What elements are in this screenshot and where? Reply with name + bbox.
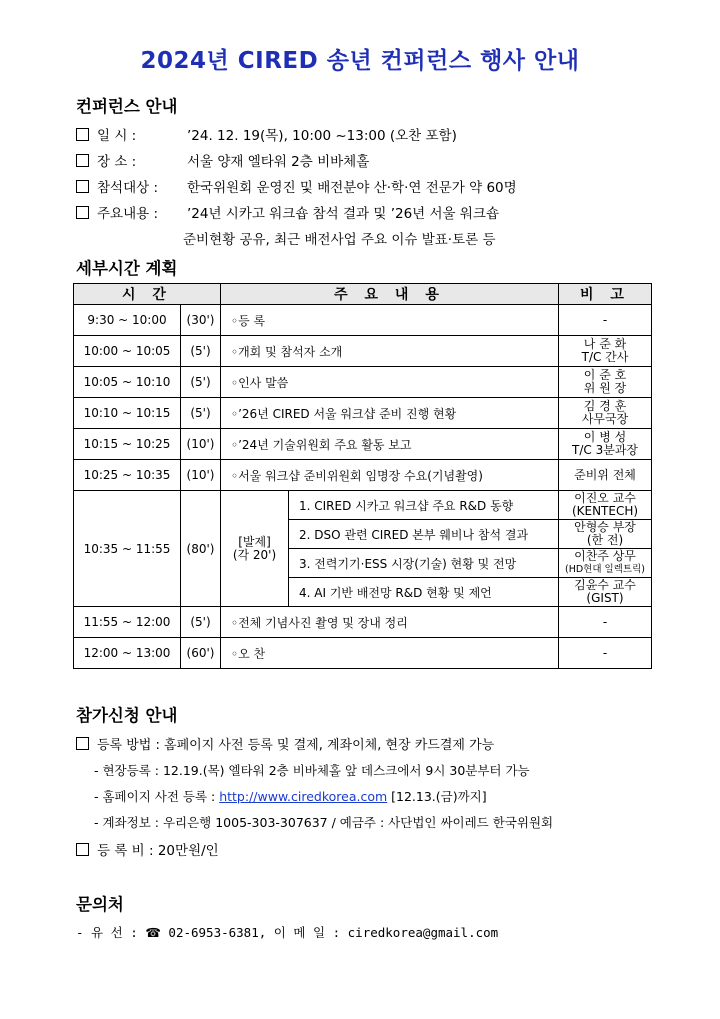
conference-item-venue: 장 소 : 서울 양재 엘타워 2층 비바체홀	[76, 150, 369, 170]
checkbox-square-icon	[76, 154, 89, 167]
registration-fee: 등 록 비 : 20만원/인	[76, 839, 219, 859]
checkbox-square-icon	[76, 843, 89, 856]
table-row-presentation	[74, 491, 652, 520]
checkbox-square-icon	[76, 180, 89, 193]
presentation-time: 10:35 ~ 11:55	[74, 491, 181, 607]
row-time: 11:55 ~ 12:00	[74, 607, 181, 638]
row-time: 10:10 ~ 10:15	[74, 398, 181, 429]
presentation-item: 4. AI 기반 배전망 R&D 현황 및 제언	[289, 578, 559, 607]
presentation-duration: (80')	[181, 491, 221, 607]
checkbox-square-icon	[76, 737, 89, 750]
header-time: 시 간	[74, 284, 221, 305]
presentation-note: 김윤수 교수 (GIST)	[559, 578, 652, 607]
row-time: 10:05 ~ 10:10	[74, 367, 181, 398]
row-duration: (10')	[181, 460, 221, 491]
row-note: -	[559, 305, 652, 336]
ciredkorea-link[interactable]: http://www.ciredkorea.com	[219, 789, 388, 804]
row-time: 9:30 ~ 10:00	[74, 305, 181, 336]
row-duration: (30')	[181, 305, 221, 336]
row-time: 10:25 ~ 10:35	[74, 460, 181, 491]
presentation-note: 이찬주 상무 (HD현대 일렉트릭)	[559, 549, 652, 578]
row-duration: (60')	[181, 638, 221, 669]
conference-item-content-continued: 준비현황 공유, 최근 배전사업 주요 이슈 발표·토론 등	[183, 232, 496, 248]
registration-method: 등록 방법 : 홈페이지 사전 등록 및 결제, 계좌이체, 현장 카드결제 가능	[76, 734, 494, 753]
registration-onsite: - 현장등록 : 12.19.(목) 엘타워 2층 비바체홀 앞 데스크에서 9시 30분부터 가능	[94, 763, 530, 778]
row-content: ◦인사 말씀	[221, 367, 559, 398]
row-note: 나 준 화 T/C 간사	[559, 336, 652, 367]
conference-item-date: 일 시 : ’24. 12. 19(목), 10:00 ~13:00 (오찬 포함)	[76, 124, 457, 144]
row-note: 이 병 성 T/C 3분과장	[559, 429, 652, 460]
table-header-row	[74, 284, 652, 305]
row-time: 10:00 ~ 10:05	[74, 336, 181, 367]
row-note: 준비위 전체	[559, 460, 652, 491]
row-content: ◦개회 및 참석자 소개	[221, 336, 559, 367]
contact-line: - 유 선 : ☎ 02-6953-6381, 이 메 일 : ciredkorea@gmail.com	[76, 925, 499, 940]
row-content: ◦등 록	[221, 305, 559, 336]
row-content: ◦서울 워크샵 준비위원회 임명장 수요(기념촬영)	[221, 460, 559, 491]
table-row	[74, 398, 652, 429]
contact-phone: 02-6953-6381,	[168, 925, 267, 940]
table-row	[74, 607, 652, 638]
table-row	[74, 638, 652, 669]
table-row	[74, 460, 652, 491]
schedule-heading: 세부시간 계획	[76, 259, 178, 278]
presentation-item: 3. 전력기기·ESS 시장(기술) 현황 및 전망	[289, 549, 559, 578]
table-row	[74, 429, 652, 460]
presentation-note: 이진오 교수 (KENTECH)	[559, 491, 652, 520]
conference-item-attendees: 참석대상 : 한국위원회 운영진 및 배전분야 산·학·연 전문가 약 60명	[76, 176, 517, 196]
row-duration: (10')	[181, 429, 221, 460]
row-time: 10:15 ~ 10:25	[74, 429, 181, 460]
presentation-item: 1. CIRED 시카고 워크샵 주요 R&D 동향	[289, 491, 559, 520]
row-duration: (5')	[181, 607, 221, 638]
row-duration: (5')	[181, 336, 221, 367]
row-note: -	[559, 607, 652, 638]
contact-heading: 문의처	[76, 895, 124, 914]
registration-account: - 계좌정보 : 우리은행 1005-303-307637 / 예금주 : 사단법인 싸이레드 한국위원회	[94, 815, 554, 830]
presentation-note: 안형승 부장 (한 전)	[559, 520, 652, 549]
page-title: 2024년 CIRED 송년 컨퍼런스 행사 안내	[140, 48, 580, 74]
table-row	[74, 336, 652, 367]
table-row	[74, 367, 652, 398]
registration-web: - 홈페이지 사전 등록 : http://www.ciredkorea.com [12.13.(금)까지]	[94, 789, 487, 804]
row-time: 12:00 ~ 13:00	[74, 638, 181, 669]
registration-heading: 참가신청 안내	[76, 706, 178, 725]
row-duration: (5')	[181, 398, 221, 429]
presentation-label: [발제] (각 20')	[221, 491, 289, 607]
table-row	[74, 305, 652, 336]
schedule-table	[73, 283, 652, 669]
conference-item-content: 주요내용 : ’24년 시카고 워크숍 참석 결과 및 ’26년 서울 워크숍	[76, 202, 499, 222]
row-note: 이 준 호 위 원 장	[559, 367, 652, 398]
checkbox-square-icon	[76, 128, 89, 141]
row-content: ◦전체 기념사진 촬영 및 장내 정리	[221, 607, 559, 638]
row-content: ◦’24년 기술위원회 주요 활동 보고	[221, 429, 559, 460]
contact-email: ciredkorea@gmail.com	[347, 925, 499, 940]
row-note: -	[559, 638, 652, 669]
header-content: 주 요 내 용	[221, 284, 559, 305]
telephone-icon: ☎	[145, 925, 161, 940]
row-content: ◦오 찬	[221, 638, 559, 669]
row-note: 김 경 훈 사무국장	[559, 398, 652, 429]
row-duration: (5')	[181, 367, 221, 398]
header-note: 비 고	[559, 284, 652, 305]
row-content: ◦’26년 CIRED 서울 워크샵 준비 진행 현황	[221, 398, 559, 429]
conference-heading: 컨퍼런스 안내	[76, 97, 178, 116]
presentation-item: 2. DSO 관련 CIRED 본부 웨비나 참석 결과	[289, 520, 559, 549]
checkbox-square-icon	[76, 206, 89, 219]
